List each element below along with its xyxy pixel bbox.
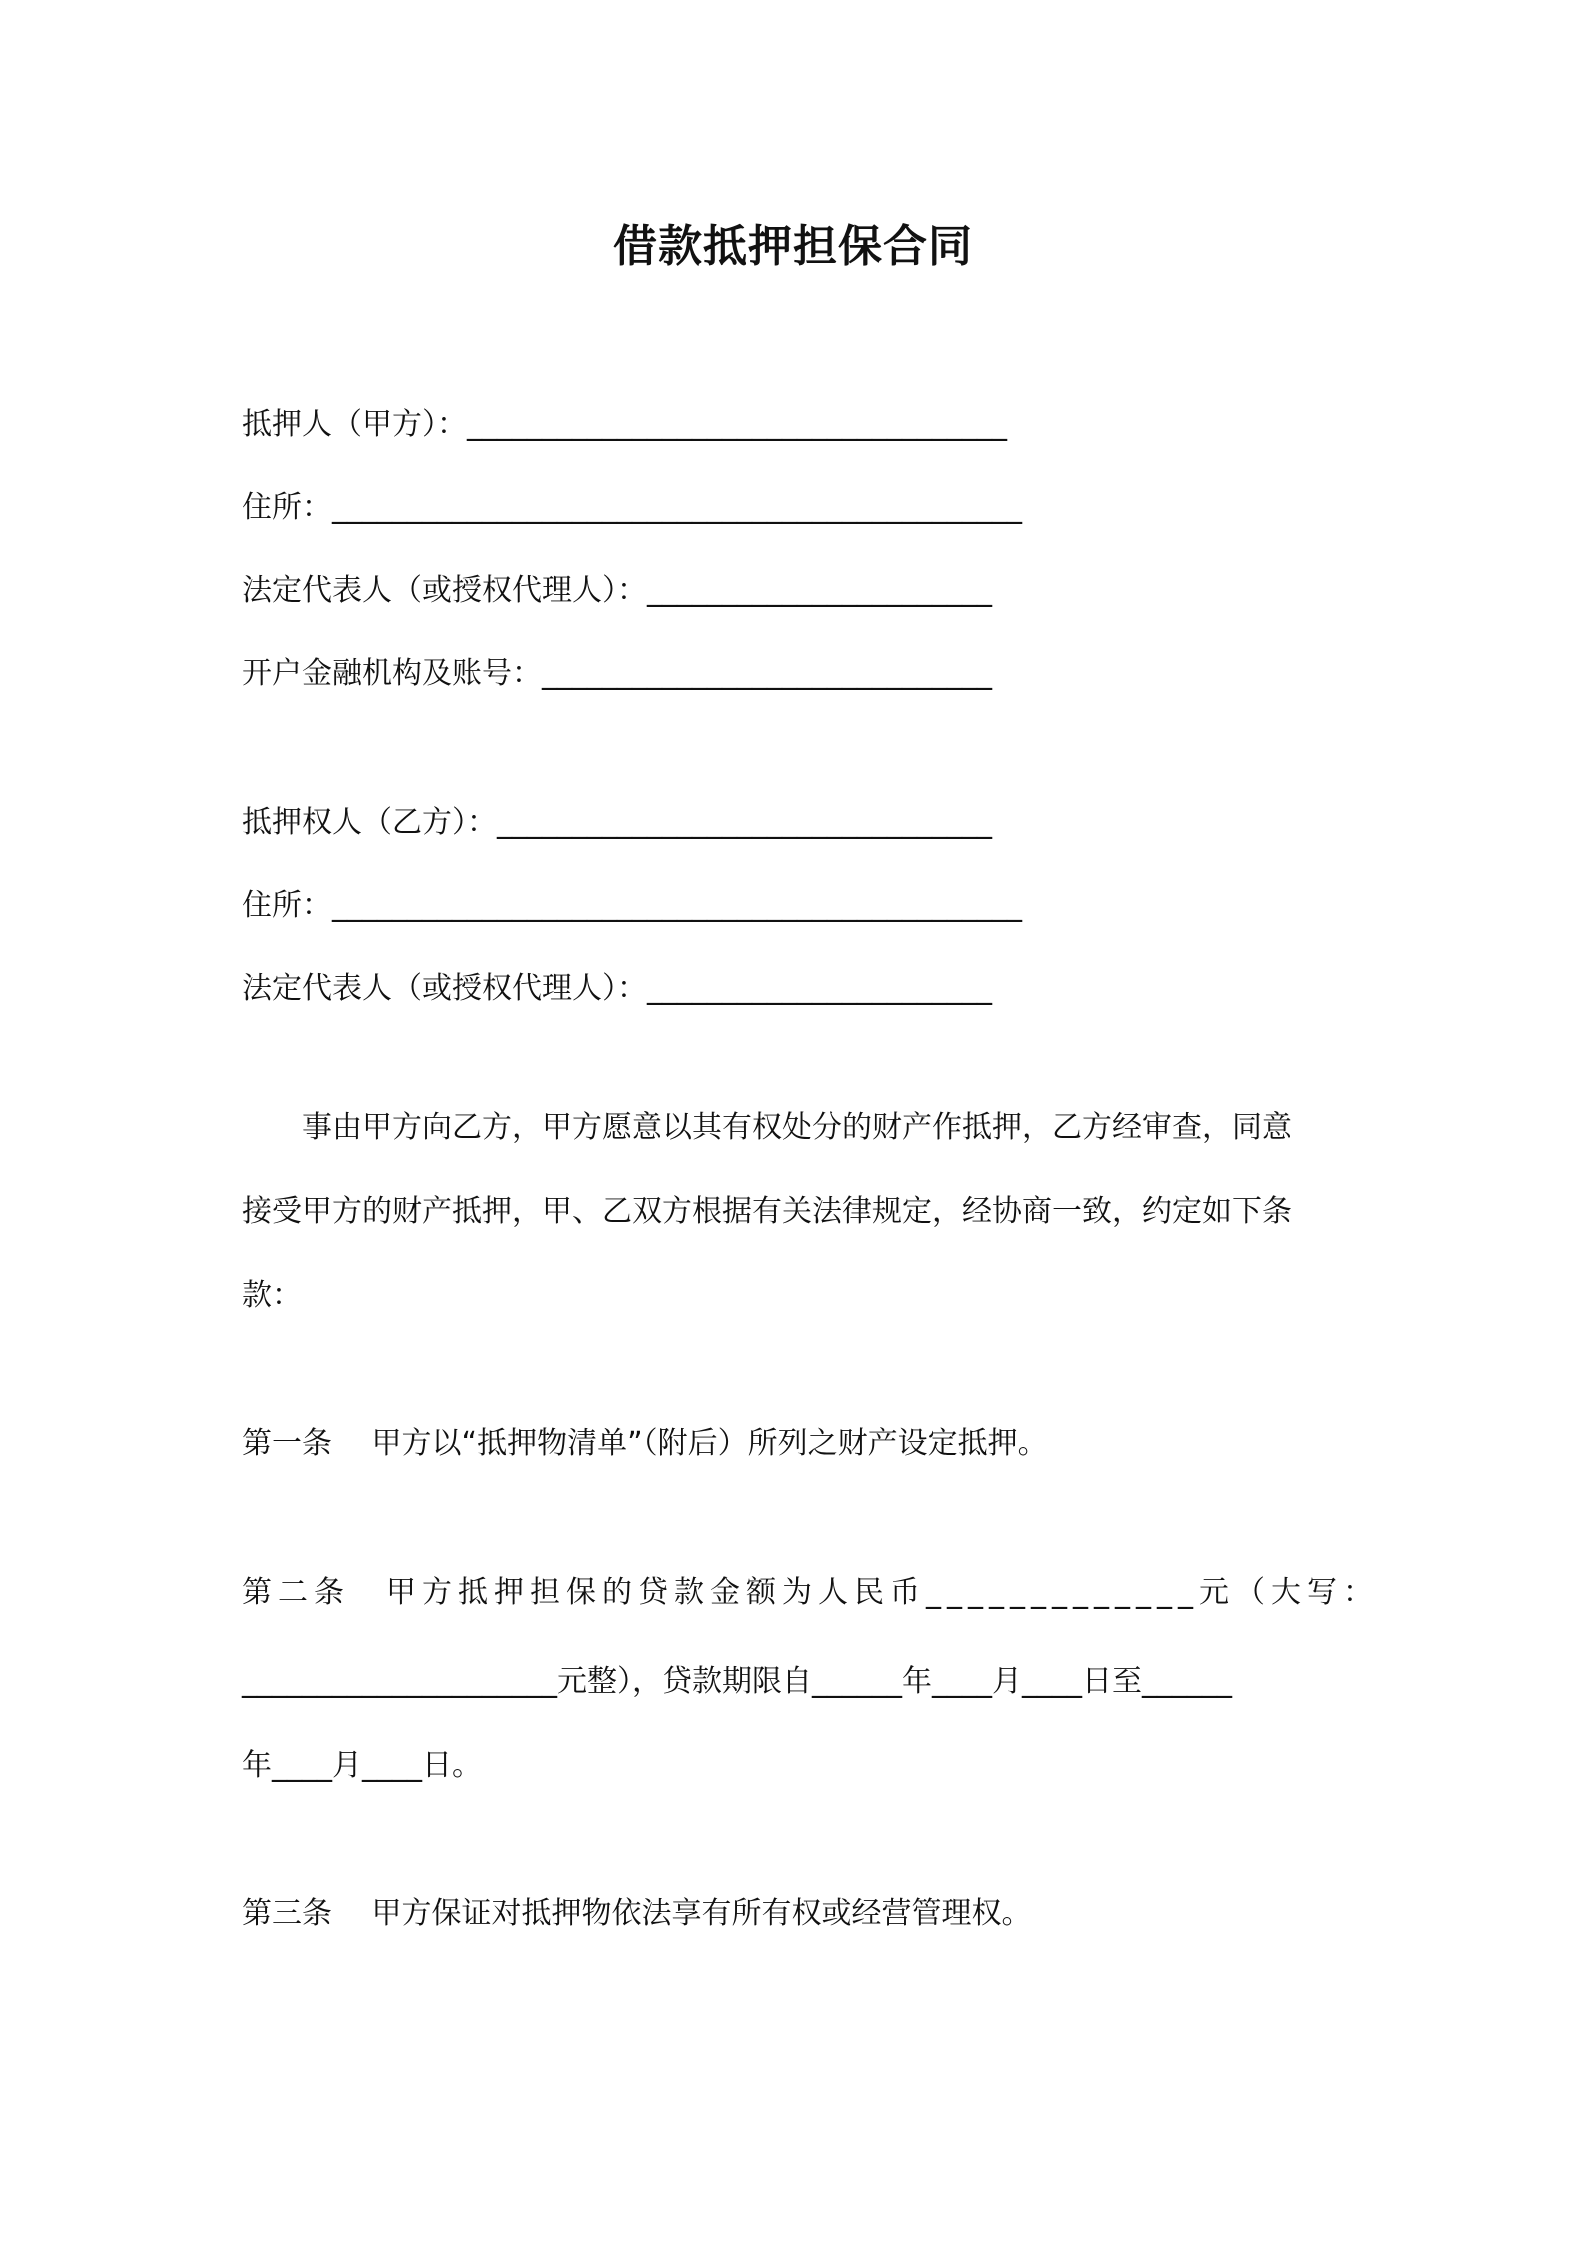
party-a-legal-rep-line: 法定代表人（或授权代理人）：_______________________ (242, 573, 992, 608)
preamble-line-1: 事由甲方向乙方，甲方愿意以其有权处分的财产作抵押，乙方经审查，同意 (242, 1110, 1292, 1145)
party-a-address-line: 住所：______________________________________________ (242, 490, 1022, 525)
preamble-line-3: 款： (242, 1278, 302, 1313)
article-2-line-3: 年____月____日。 (242, 1748, 482, 1783)
article-1: 第一条 甲方以“抵押物清单”（附后）所列之财产设定抵押。 (242, 1426, 1048, 1461)
party-b-legal-rep-line: 法定代表人（或授权代理人）：_______________________ (242, 971, 992, 1006)
preamble-line-2: 接受甲方的财产抵押，甲、乙双方根据有关法律规定，经协商一致，约定如下条 (242, 1194, 1292, 1229)
party-b-address-line: 住所：______________________________________________ (242, 888, 1022, 923)
article-2-line-1: 第二条 甲方抵押担保的贷款金额为人民币_____________元（大写： (242, 1575, 1379, 1610)
party-a-bank-line: 开户金融机构及账号：______________________________ (242, 656, 992, 691)
article-3: 第三条 甲方保证对抵押物依法享有所有权或经营管理权。 (242, 1896, 1032, 1931)
party-a-name-line: 抵押人（甲方）：____________________________________ (242, 407, 1007, 442)
party-b-name-line: 抵押权人（乙方）：_________________________________ (242, 805, 992, 840)
document-title: 借款抵押担保合同 (613, 221, 973, 272)
article-2-line-2: _____________________元整），贷款期限自______年____月____日至______ (242, 1664, 1232, 1699)
